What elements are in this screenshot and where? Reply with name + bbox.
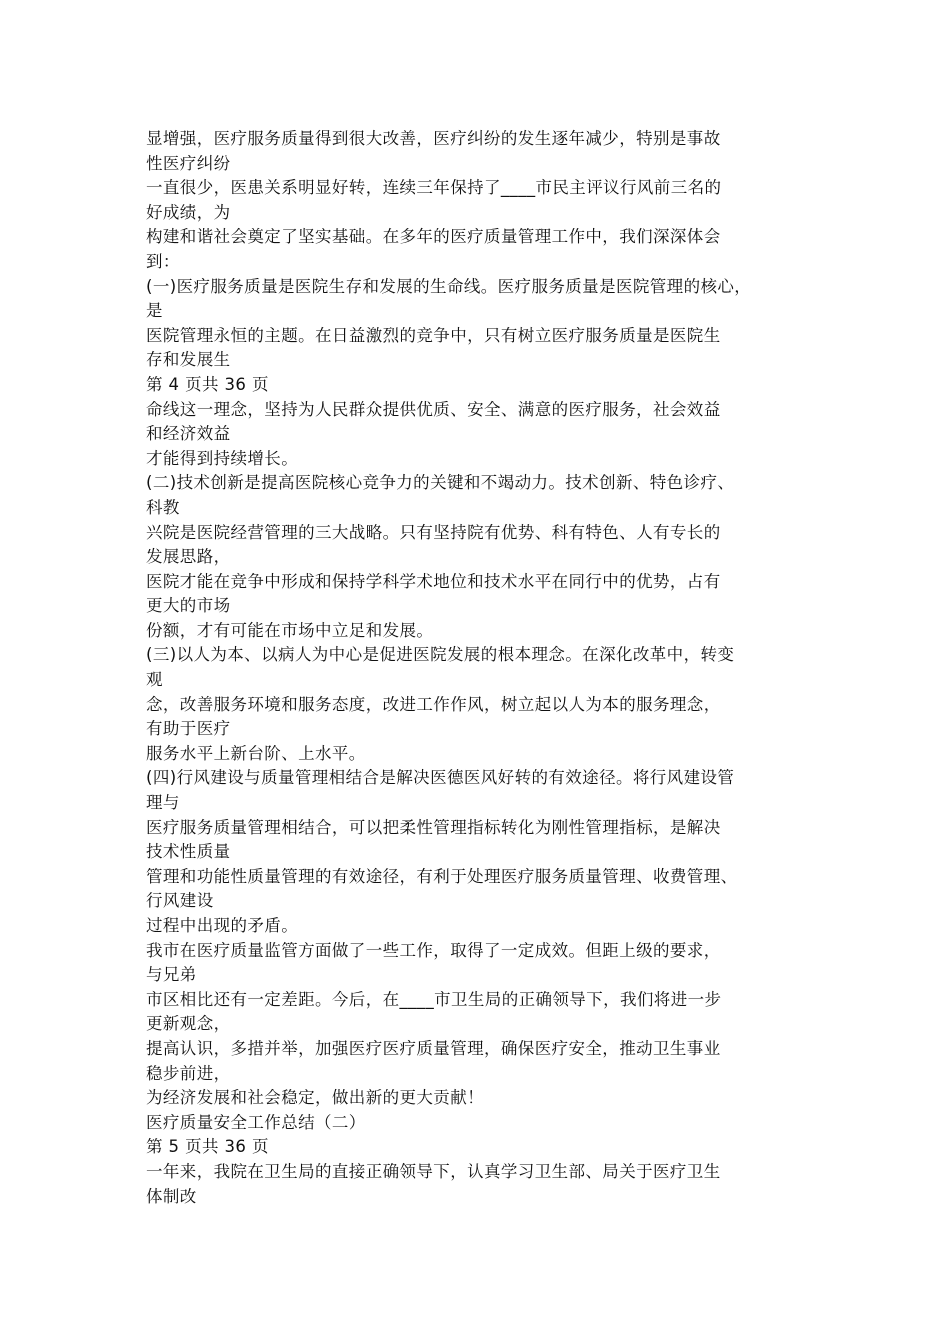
text-line: 科教 bbox=[146, 497, 180, 517]
text-line: 兴院是医院经营管理的三大战略。只有坚持院有优势、科有特色、人有专长的 bbox=[146, 522, 721, 542]
text-line: 稳步前进， bbox=[146, 1063, 231, 1083]
page-number: 第 5 页共 36 页 bbox=[146, 1137, 269, 1157]
text-line: 一直很少，医患关系明显好转，连续三年保持了____市民主评议行风前三名的 bbox=[146, 178, 722, 198]
text-line: 构建和谐社会奠定了坚实基础。在多年的医疗质量管理工作中，我们深深体会 bbox=[146, 227, 721, 247]
text-line: 观 bbox=[146, 670, 163, 690]
text-line: 好成绩，为 bbox=[146, 202, 231, 222]
text-line: 和经济效益 bbox=[146, 424, 231, 444]
text-line: 存和发展生 bbox=[146, 350, 231, 370]
text-line: 医院管理永恒的主题。在日益激烈的竞争中，只有树立医疗服务质量是医院生 bbox=[146, 325, 721, 345]
text-line: 是 bbox=[146, 301, 163, 321]
text-line: 与兄弟 bbox=[146, 965, 197, 985]
text-line: 更新观念， bbox=[146, 1014, 231, 1034]
text-line: 有助于医疗 bbox=[146, 719, 231, 739]
text-line: 理与 bbox=[146, 793, 180, 813]
section-title: 医疗质量安全工作总结（二） bbox=[146, 1112, 366, 1132]
text-line: 一年来，我院在卫生局的直接正确领导下，认真学习卫生部、局关于医疗卫生 bbox=[146, 1161, 721, 1181]
text-line: 服务水平上新台阶、上水平。 bbox=[146, 743, 366, 763]
text-line: 医疗服务质量管理相结合，可以把柔性管理指标转化为刚性管理指标，是解决 bbox=[146, 817, 721, 837]
text-line: 命线这一理念，坚持为人民群众提供优质、安全、满意的医疗服务，社会效益 bbox=[146, 399, 721, 419]
text-line: 显增强，医疗服务质量得到很大改善，医疗纠纷的发生逐年减少，特别是事故 bbox=[146, 129, 721, 148]
text-line: (一)医疗服务质量是医院生存和发展的生命线。医疗服务质量是医院管理的核心， bbox=[146, 276, 752, 296]
text-line: 更大的市场 bbox=[146, 596, 231, 616]
text-line: 医院才能在竞争中形成和保持学科学术地位和技术水平在同行中的优势，占有 bbox=[146, 571, 721, 591]
text-line: 行风建设 bbox=[146, 891, 214, 911]
text-line: 提高认识，多措并举，加强医疗医疗质量管理，确保医疗安全，推动卫生事业 bbox=[146, 1038, 721, 1058]
text-line: 管理和功能性质量管理的有效途径，有利于处理医疗服务质量管理、收费管理、 bbox=[146, 866, 738, 886]
text-line: 到： bbox=[146, 251, 180, 271]
text-line: 我市在医疗质量监管方面做了一些工作，取得了一定成效。但距上级的要求， bbox=[146, 940, 721, 960]
text-line: 技术性质量 bbox=[146, 842, 231, 862]
text-line: (二)技术创新是提高医院核心竞争力的关键和不竭动力。技术创新、特色诊疗、 bbox=[146, 473, 735, 493]
text-line: 为经济发展和社会稳定，做出新的更大贡献！ bbox=[146, 1088, 484, 1108]
text-line: 份额，才有可能在市场中立足和发展。 bbox=[146, 620, 434, 640]
text-line: (三)以人为本、以病人为中心是促进医院发展的根本理念。在深化改革中，转变 bbox=[146, 645, 735, 665]
text-line: 发展思路， bbox=[146, 547, 231, 567]
text-line: 市区相比还有一定差距。今后，在____市卫生局的正确领导下，我们将进一步 bbox=[146, 989, 722, 1009]
text-line: 体制改 bbox=[146, 1186, 197, 1206]
page-number: 第 4 页共 36 页 bbox=[146, 374, 269, 394]
document-body bbox=[146, 127, 826, 1209]
text-line: 性医疗纠纷 bbox=[146, 153, 231, 173]
text-line: (四)行风建设与质量管理相结合是解决医德医风好转的有效途径。将行风建设管 bbox=[146, 768, 735, 788]
text-line: 念，改善服务环境和服务态度，改进工作作风，树立起以人为本的服务理念， bbox=[146, 694, 721, 714]
text-line: 才能得到持续增长。 bbox=[146, 448, 299, 468]
text-line: 过程中出现的矛盾。 bbox=[146, 916, 299, 935]
